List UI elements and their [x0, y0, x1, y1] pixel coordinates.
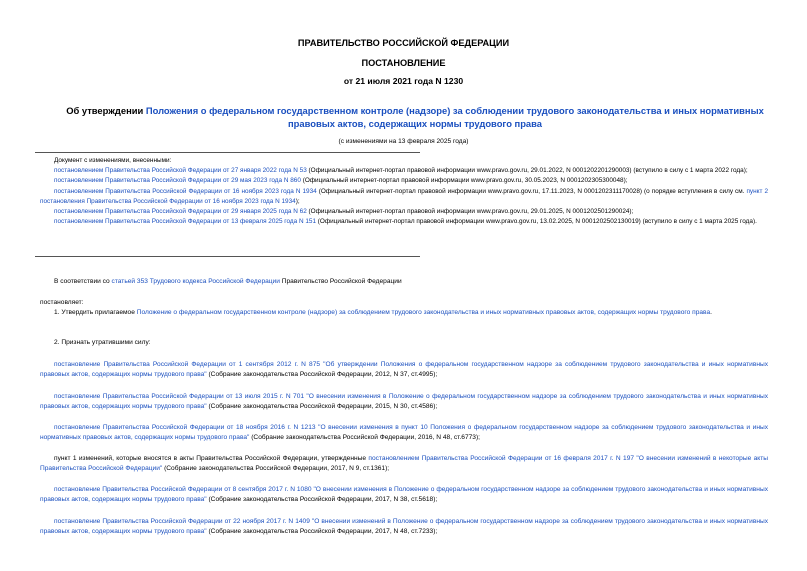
title-prefix: Об утверждении — [66, 105, 146, 116]
change-link[interactable]: постановлением Правительства Российской Федерации от 16 ноября 2023 года N 1934 — [54, 187, 317, 195]
change-item — [40, 187, 768, 207]
changes-block — [40, 156, 768, 227]
annulled-prefix: пункт 1 изменений, которые вносятся в акты Правительства Российской Федерации, утвержденные — [54, 455, 369, 462]
annulled-source: (Собрание законодательства Российской Федерации, 2012, N 37, ст.4995); — [206, 371, 438, 379]
annulled-item — [40, 392, 768, 413]
document-title — [60, 104, 770, 130]
change-item — [40, 207, 768, 217]
title-regulation-link[interactable]: Положения о федеральном государственном контроле (надзоре) за соблюдении трудового законодательства и иных нормативных правовых актов, содержащих нормы трудового права — [145, 105, 764, 129]
change-text: (Официальный интернет-портал правовой информации www.pravo.gov.ru, 30.05.2023, N 0001202305300048); — [300, 177, 628, 185]
divider-top — [35, 152, 420, 153]
resolves-text: постановляет: — [40, 299, 84, 306]
annulled-item — [40, 517, 768, 538]
change-link[interactable]: постановлением Правительства Российской Федерации от 29 мая 2023 года N 860 — [54, 177, 301, 185]
labor-code-link[interactable]: статьей 353 Трудового кодекса Российской Федерации — [111, 278, 280, 285]
government-header: ПРАВИТЕЛЬСТВО РОССИЙСКОЙ ФЕДЕРАЦИИ — [297, 38, 510, 48]
annulled-source: (Собрание законодательства Российской Федерации, 2015, N 30, ст.4586); — [206, 403, 438, 411]
annulled-item — [40, 485, 768, 506]
annulled-act-link[interactable]: постановление Правительства Российской Федерации от 18 ноября 2016 г. N 1213 "О внесении изменения в пункт 10 Положения о федеральном государственном надзоре за соблюдением трудового законодательства и иных нормативных правовых актов, содержащих нормы трудового права" — [40, 424, 768, 442]
divider-bottom — [35, 256, 420, 257]
point-1-suffix: . — [710, 309, 712, 316]
change-text: (Официальный интернет-портал правовой информации www.pravo.gov.ru, 29.01.2025, N 0001202501290024); — [306, 208, 634, 216]
annulled-act-link[interactable]: постановлением Правительства Российской Федерации от 16 февраля 2017 г. N 197 "О внесении изменений в некоторые акты Правительства Российской Федерации" — [40, 455, 768, 473]
change-text: ); — [295, 197, 300, 205]
change-link[interactable]: постановлением Правительства Российской Федерации от 13 февраля 2025 года N 151 — [54, 218, 317, 226]
document-date-number: от 21 июля 2021 года N 1230 — [343, 76, 464, 86]
point-1 — [40, 308, 768, 318]
change-item — [40, 176, 768, 186]
annulled-source: (Собрание законодательства Российской Федерации, 2016, N 48, ст.6773); — [249, 434, 480, 442]
revision-note: (с изменениями на 13 февраля 2025 года) — [338, 138, 469, 145]
annulled-source: (Собрание законодательства Российской Федерации, 2017, N 9, ст.1361); — [162, 465, 390, 473]
changes-heading: Документ с изменениями, внесенными: — [54, 157, 172, 164]
annulled-act-link[interactable]: постановление Правительства Российской Федерации от 13 июля 2015 г. N 701 "О внесении изменения в Положение о федеральном государственном надзоре за соблюдением трудового законодательства и иных нормативных правовых актов, содержащих нормы трудового права" — [40, 393, 768, 411]
annulled-act-link[interactable]: постановление Правительства Российской Федерации от 1 сентября 2012 г. N 875 "Об утверждении Положения о федеральном государственном надзоре за соблюдением трудового законодательства и иных нормативных правовых актов, содержащих нормы трудового права" — [40, 361, 768, 379]
document-type: ПОСТАНОВЛЕНИЕ — [361, 58, 446, 68]
preamble-prefix: В соответствии со — [54, 278, 112, 285]
preamble-suffix: Правительство Российской Федерации — [279, 278, 402, 285]
change-text: (Официальный интернет-портал правовой информации www.pravo.gov.ru, 13.02.2025, N 0001202502130019) (вступило в силу с 1 марта 2025 года). — [316, 218, 757, 226]
change-clause-link[interactable]: пункт 2 постановления Правительства Российской Федерации от 16 ноября 2023 года N 1934 — [40, 187, 769, 205]
point-2: 2. Признать утратившими силу: — [54, 339, 151, 346]
preamble — [40, 277, 768, 287]
regulation-link[interactable]: Положение о федеральном государственном контроле (надзоре) за соблюдением трудового законодательства и иных нормативных правовых актов, содержащих нормы трудового права — [136, 309, 711, 316]
annulled-item — [40, 454, 768, 475]
annulled-item — [40, 360, 768, 381]
change-text: (Официальный интернет-портал правовой информации www.pravo.gov.ru, 17.11.2023, N 0001202311170028) (о порядке вступления в силу см. — [316, 187, 747, 195]
change-item — [40, 217, 768, 227]
annulled-item — [40, 423, 768, 444]
change-link[interactable]: постановлением Правительства Российской Федерации от 29 января 2025 года N 62 — [54, 208, 307, 216]
change-item — [40, 166, 768, 176]
annulled-source: (Собрание законодательства Российской Федерации, 2017, N 48, ст.7233); — [206, 528, 438, 536]
annulled-act-link[interactable]: постановление Правительства Российской Федерации от 8 сентября 2017 г. N 1080 "О внесении изменения в Положение о федеральном государственном надзоре за соблюдением трудового законодательства и иных нормативных правовых актов, содержащих нормы трудового права" — [40, 486, 768, 504]
change-text: (Официальный интернет-портал правовой информации www.pravo.gov.ru, 29.01.2022, N 0001202201290003) (вступило в силу с 1 марта 2022 года); — [306, 167, 748, 175]
annulled-act-link[interactable]: постановление Правительства Российской Федерации от 22 ноября 2017 г. N 1409 "О внесении изменений в Положение о федеральном государственном надзоре за соблюдением трудового законодательства и иных нормативных правовых актов, содержащих нормы трудового права" — [40, 518, 768, 536]
annulled-source: (Собрание законодательства Российской Федерации, 2017, N 38, ст.5618); — [206, 496, 438, 504]
point-1-prefix: 1. Утвердить прилагаемое — [54, 309, 137, 316]
change-link[interactable]: постановлением Правительства Российской Федерации от 27 января 2022 года N 53 — [54, 167, 307, 175]
